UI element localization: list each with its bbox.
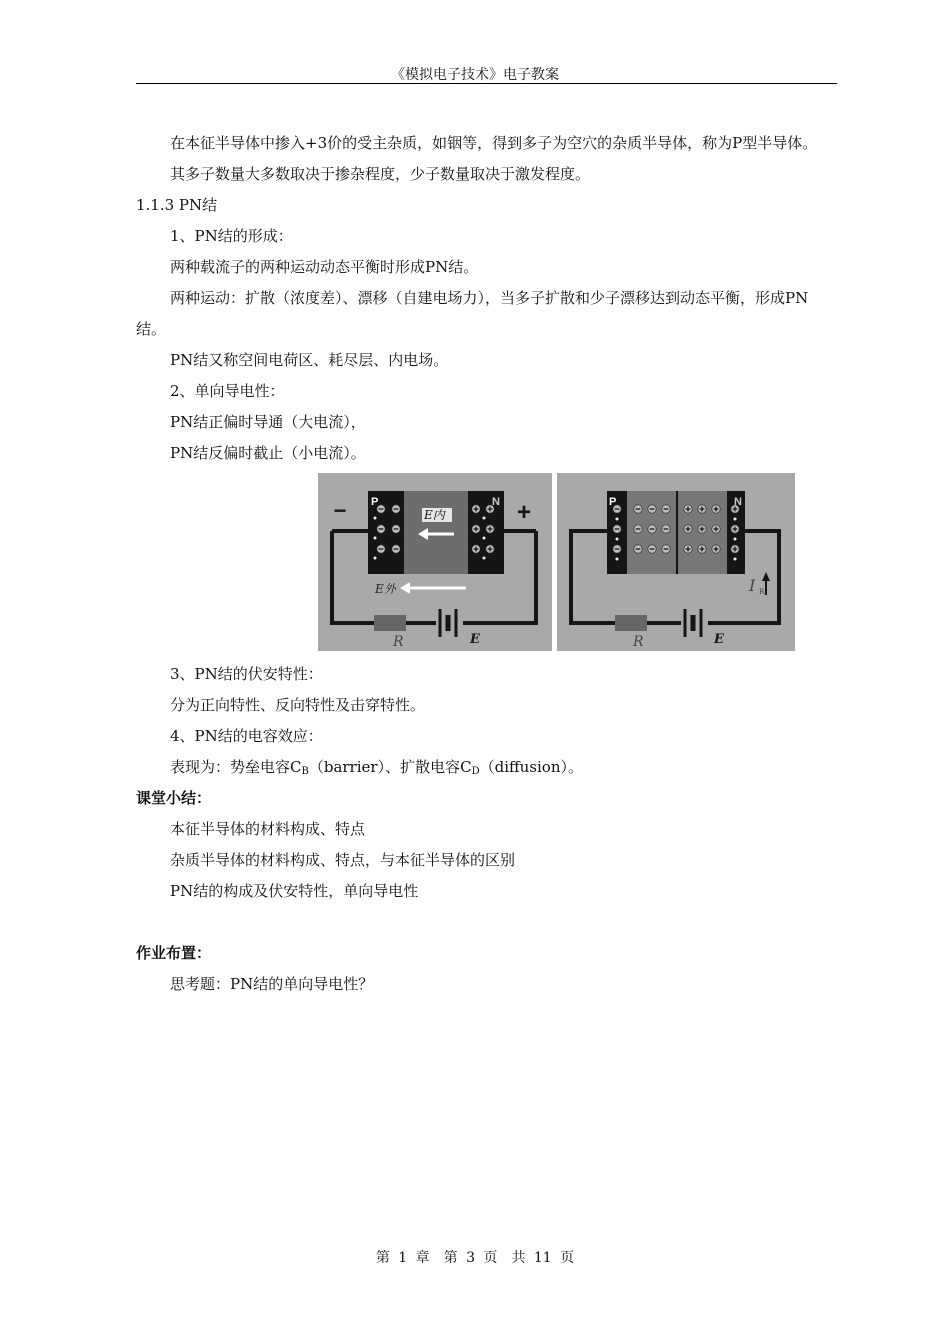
paragraph-capacitance: [136, 752, 837, 783]
terminal-minus: −: [333, 498, 347, 523]
pn-figures: [136, 473, 837, 657]
paragraph-carrier-count: 其多子数量大多数取决于掺杂程度，少子数量取决于激发程度。: [170, 165, 591, 183]
page-footer: 第 1 章 第 3 页 共 11 页: [375, 1250, 575, 1266]
document-body: [136, 128, 837, 1000]
text-diffusion-cap: （barrier）、扩散电容C: [308, 758, 472, 776]
carrier-dot: [616, 538, 619, 541]
carrier-dot: [616, 518, 619, 521]
subheading-formation: 1、PN结的形成：: [170, 227, 293, 245]
label-r: R: [393, 634, 404, 650]
text-diffusion-end: （diffusion）。: [479, 758, 583, 776]
text-barrier-cap: 表现为：势垒电容C: [170, 758, 302, 776]
summary-item: 杂质半导体的材料构成、特点，与本征半导体的区别: [170, 851, 516, 869]
label-r: R: [633, 634, 644, 650]
label-i-sub: R: [759, 588, 765, 596]
section-heading-pn: 1.1.3 PN结: [136, 196, 218, 214]
carrier-dot: [483, 557, 486, 560]
carrier-dot: [734, 558, 737, 561]
carrier-dot: [734, 538, 737, 541]
paragraph-equilibrium: 两种载流子的两种运动动态平衡时形成PN结。: [170, 258, 479, 276]
paragraph-iv: 分为正向特性、反向特性及击穿特性。: [170, 696, 426, 714]
summary-item: PN结的构成及伏安特性，单向导电性: [170, 882, 419, 900]
carrier-dot: [483, 537, 486, 540]
sub-b: B: [301, 766, 309, 777]
carrier-dot: [374, 557, 377, 560]
paragraph-reverse-bias: PN结反偏时截止（小电流）。: [170, 444, 366, 462]
resistor: [374, 615, 406, 631]
figure-reverse-bias: [557, 473, 795, 651]
label-e-out: E外: [375, 582, 396, 596]
label-n: N: [492, 496, 500, 508]
label-i: I: [749, 576, 756, 595]
carrier-dot: [374, 537, 377, 540]
label-e: E: [470, 632, 480, 647]
spacer: [136, 907, 837, 938]
homework-title: 作业布置：: [136, 944, 212, 962]
subheading-capacitance: 4、PN结的电容效应：: [170, 727, 323, 745]
header-rule: [136, 83, 837, 84]
terminal-plus: +: [516, 499, 532, 526]
sub-d: D: [471, 766, 480, 777]
figure-forward-bias: [318, 473, 552, 651]
label-p: P: [371, 496, 379, 508]
subheading-iv: 3、PN结的伏安特性：: [170, 665, 323, 683]
page-header: 《模拟电子技术》电子教案: [391, 67, 559, 83]
summary-item: 本征半导体的材料构成、特点: [170, 820, 366, 838]
homework-item: 思考题：PN结的单向导电性？: [170, 975, 374, 993]
summary-title: 课堂小结：: [136, 789, 212, 807]
label-e-in: E内: [424, 508, 445, 522]
label-e: E: [714, 632, 724, 647]
paragraph-aliases: PN结又称空间电荷区、耗尽层、内电场。: [170, 351, 449, 369]
label-p: P: [609, 496, 617, 508]
subheading-unidirectional: 2、单向导电性：: [170, 382, 285, 400]
carrier-dot: [616, 558, 619, 561]
label-n: N: [734, 496, 742, 508]
carrier-dot: [483, 517, 486, 520]
carrier-dot: [734, 518, 737, 521]
paragraph-p-type: 在本征半导体中掺入+3价的受主杂质，如铟等，得到多子为空穴的杂质半导体，称为P型半导体。: [170, 134, 818, 152]
paragraph-forward-bias: PN结正偏时导通（大电流），: [170, 413, 366, 431]
resistor: [615, 615, 647, 631]
carrier-dot: [374, 517, 377, 520]
paragraph-two-motions: 两种运动：扩散（浓度差）、漂移（自建电场力），当多子扩散和少子漂移达到动态平衡，形成PN结。: [136, 289, 809, 338]
